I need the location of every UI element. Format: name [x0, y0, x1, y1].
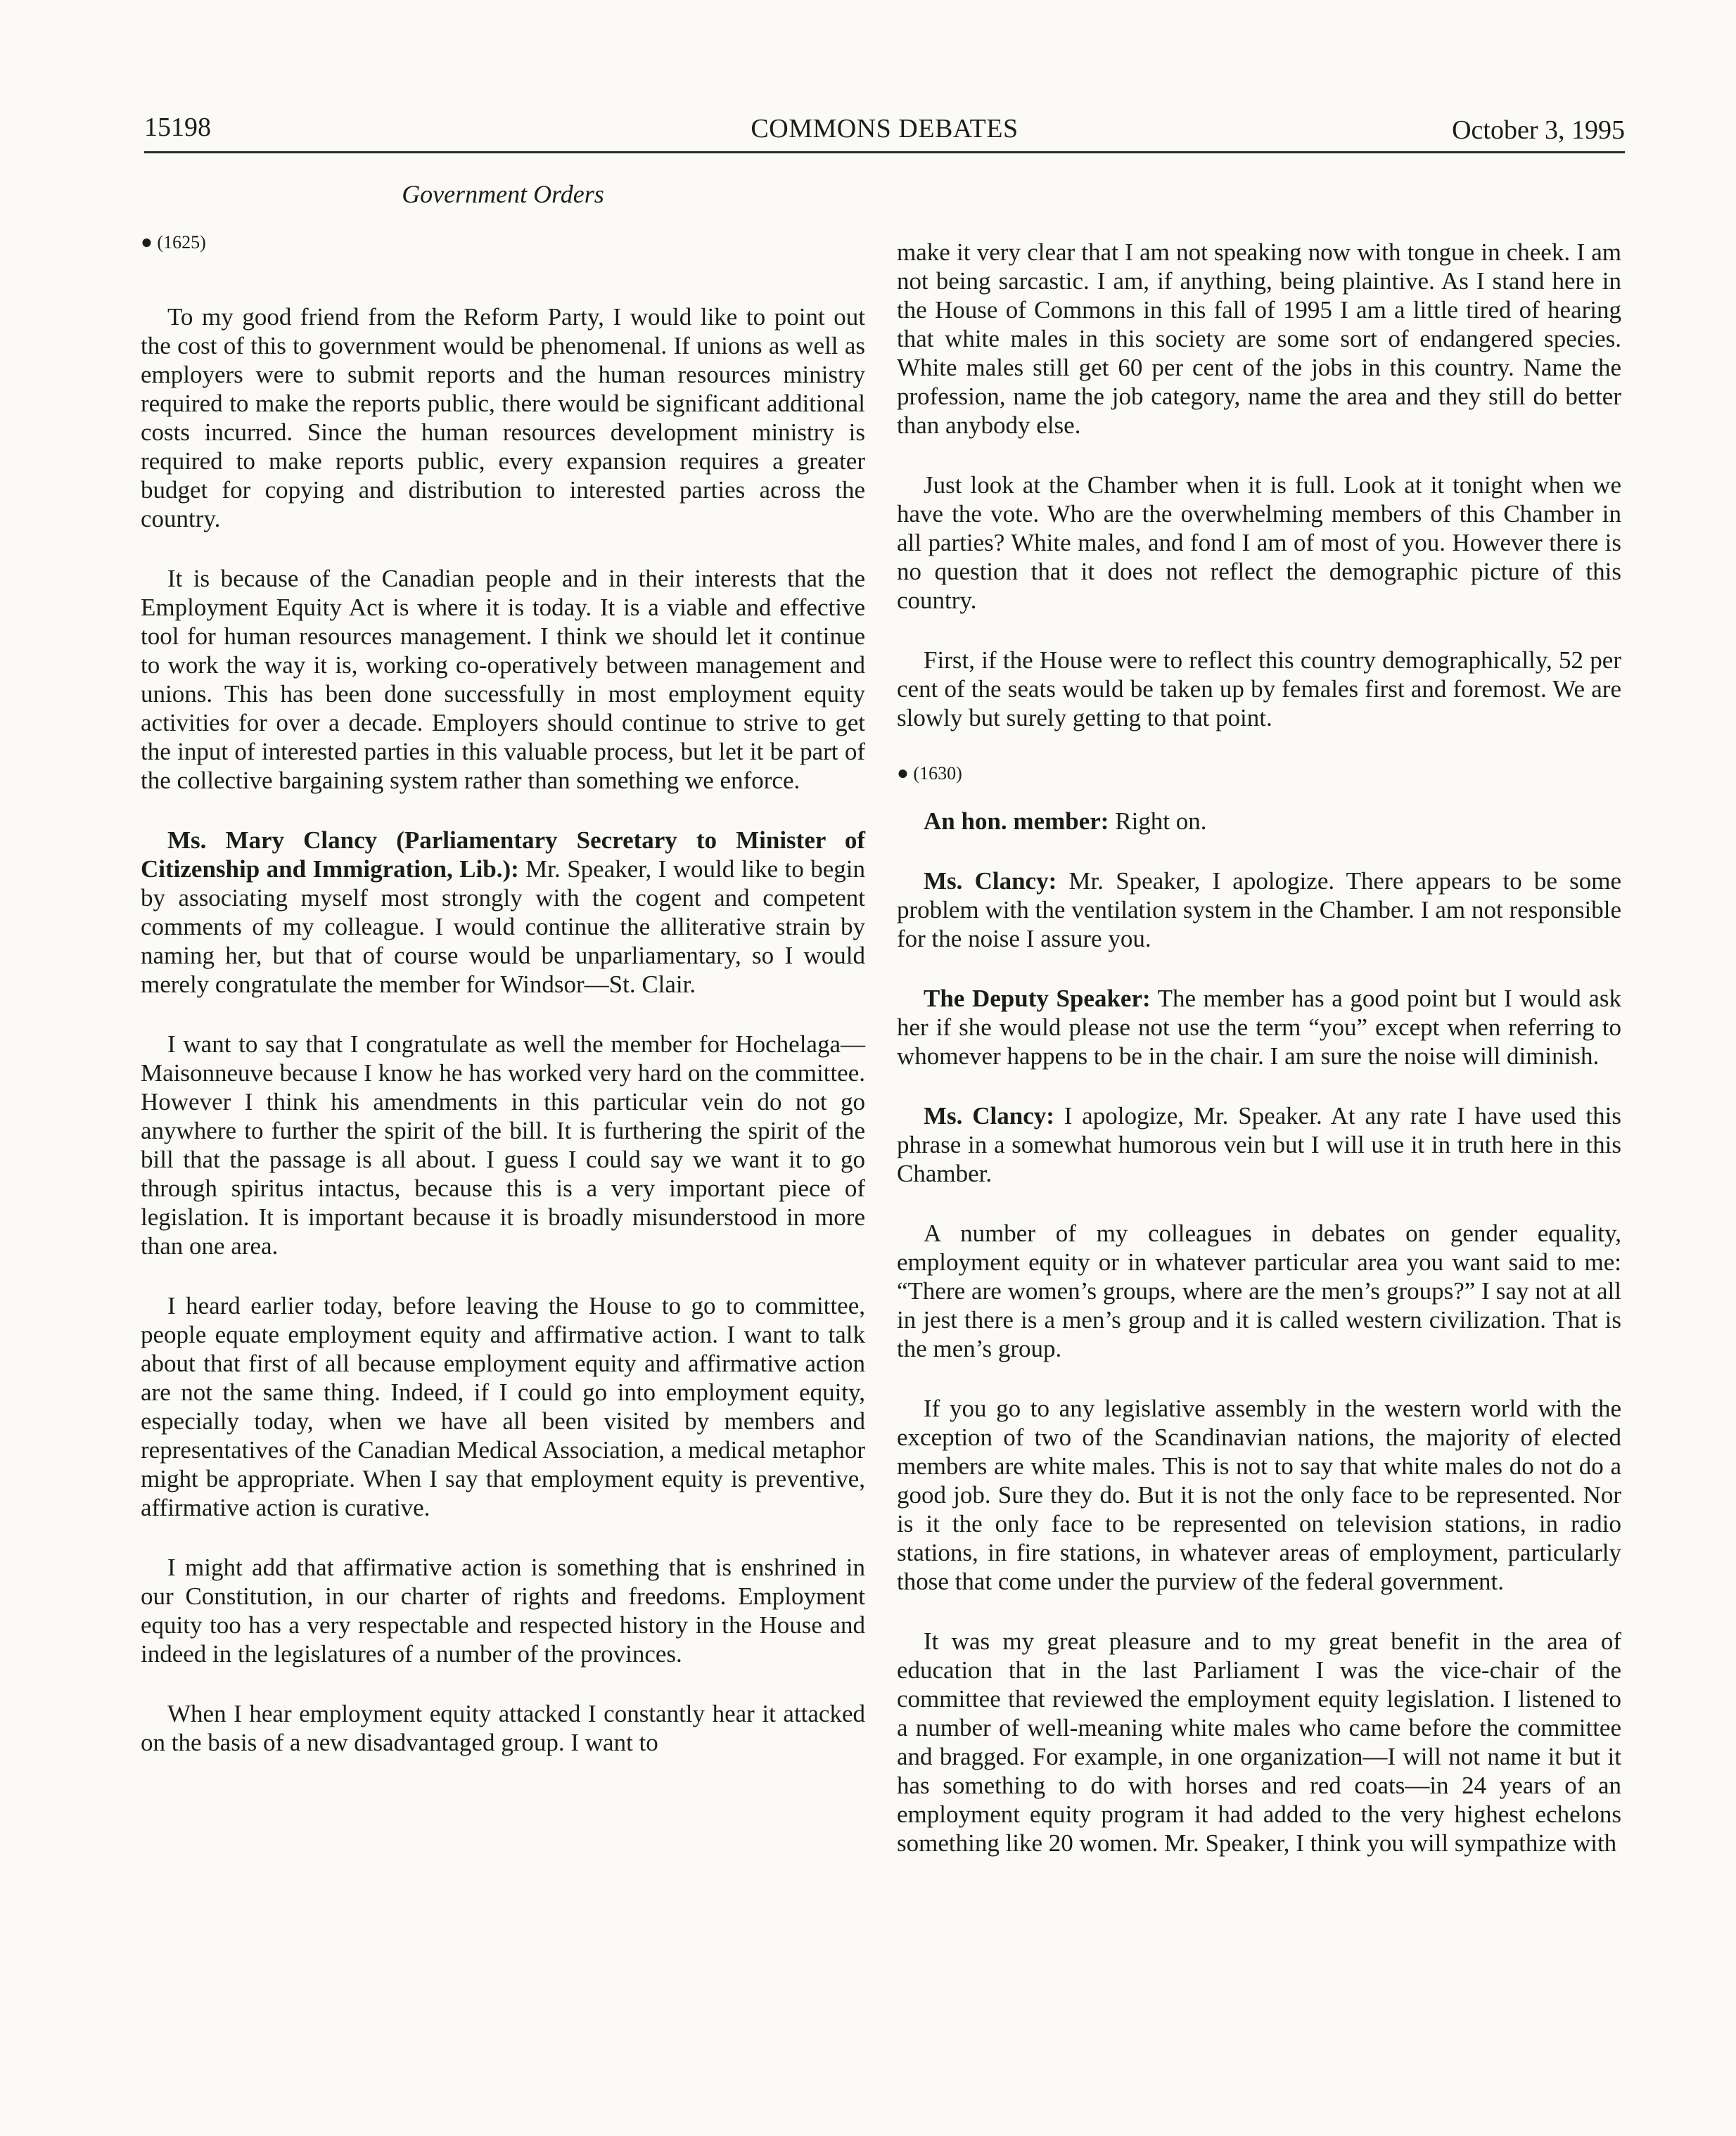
page-header [144, 109, 1625, 150]
paragraph: When I hear employment equity attacked I constantly hear it attacked on the basis of a new disadvantaged group. I want to [141, 1700, 865, 1756]
paragraph: I want to say that I congratulate as well the member for Hochelaga—Maisonneuve because I know he has worked very hard on the committee. However I think his amendments in this particular vein do not go anywhere to further the spirit of the bill. It is furthering the spirit of the bill that the passage is all about. I guess I could say we want it to go through spiritus intactus, because this is a very important piece of legislation. It is important because it is broadly misunderstood in more than one area. [141, 1030, 865, 1260]
speaker-name: Ms. Clancy: [924, 867, 1057, 895]
timestamp-marker [897, 763, 1621, 784]
speech-text: Right on. [1109, 807, 1207, 835]
paragraph: It was my great pleasure and to my great benefit in the area of education that in the last Parliament I was the vice-chair of the committee that reviewed the employment equity legislation. I listened to a number of well-meaning white males who came before the committee and bragged. For example, in one organization—I will not name it but it has something to do with horses and red coats—in 24 years of an employment equity program it had added to the very highest echelons something like 20 women. Mr. Speaker, I think you will sympathize with [897, 1627, 1621, 1857]
paragraph: I might add that affirmative action is something that is enshrined in our Constitution, in our charter of rights and freedoms. Employment equity too has a very respectable and respected history in the House and indeed in the legislatures of a number of the provinces. [141, 1554, 865, 1668]
page-number: 15198 [144, 113, 211, 142]
timestamp-marker [141, 232, 865, 253]
bullet-icon: ● [897, 762, 909, 784]
speech-paragraph [897, 984, 1621, 1070]
paragraph: It is because of the Canadian people and in their interests that the Employment Equity Act is where it is today. It is a viable and effective tool for human resources management. I think we should let it continue to work the way it is, working co-operatively between management and unions. This has been done successfully in most employment equity activities for over a decade. Employers should continue to strive to get the input of interested parties in this valuable process, but let it be part of the collective bargaining system rather than something we enforce. [141, 565, 865, 794]
header-rule [144, 151, 1625, 153]
speaker-name: Ms. Mary Clancy (Parliamentary Secretary to Minister of Citizenship and Immigration, Lib.): [141, 826, 865, 883]
right-column [897, 238, 1621, 1888]
speaker-name: An hon. member: [924, 807, 1109, 835]
bullet-icon: ● [141, 231, 153, 253]
speaker-name: Ms. Clancy: [924, 1102, 1054, 1130]
paragraph: To my good friend from the Reform Party, I would like to point out the cost of this to government would be phenomenal. If unions as well as employers were to submit reports and the human resources ministry required to make the reports public, there would be significant additional costs incurred. Since the human resources development ministry is required to make reports public, every expansion requires a greater budget for copying and distribution to interested parties across the country. [141, 303, 865, 532]
continued-paragraph: make it very clear that I am not speaking now with tongue in cheek. I am not being sarcastic. I am, if anything, being plaintive. As I stand here in the House of Commons in this fall of 1995 I am a little tired of hearing that white males in this society are some sort of endangered species. White males still get 60 per cent of the jobs in this country. Name the profession, name the job category, name the area and they still do better than anybody else. [897, 238, 1621, 439]
speech-paragraph [897, 1101, 1621, 1188]
speech-text: Mr. Speaker, I would like to begin by associating myself most strongly with the cogent and competent comments of my colleague. I would continue the alliterative strain by naming her, but that of course would be unparliamentary, so I would merely congratulate the member for Windsor—St. Clair. [141, 855, 865, 998]
speaker-name: The Deputy Speaker: [924, 985, 1151, 1012]
speech-paragraph [897, 807, 1621, 836]
paragraph: A number of my colleagues in debates on gender equality, employment equity or in whatever particular area you want said to me: “There are women’s groups, where are the men’s groups?” I say not at all in jest there is a men’s group and it is called western civilization. That is the men’s group. [897, 1220, 1621, 1362]
timestamp: (1625) [157, 232, 206, 252]
speech-paragraph [897, 866, 1621, 953]
publication-title: COMMONS DEBATES [751, 114, 1019, 143]
speech-text: Mr. Speaker, I apologize. There appears to be some problem with the ventilation system in the Chamber. I am not responsible for the noise I assure you. [897, 867, 1621, 952]
left-column [141, 232, 865, 1788]
speech-paragraph [141, 826, 865, 999]
speech-text: I apologize, Mr. Speaker. At any rate I have used this phrase in a somewhat humorous vein but I will use it in truth here in this Chamber. [897, 1102, 1621, 1187]
paragraph: If you go to any legislative assembly in the western world with the exception of two of the Scandinavian nations, the majority of elected members are white males. This is not to say that white males do not do a good job. Sure they do. But it is not the only face to be represented. Nor is it the only face to be represented on television stations, in radio stations, in fire stations, in whatever areas of employment, particularly those that come under the purview of the federal government. [897, 1395, 1621, 1595]
paragraph: Just look at the Chamber when it is full. Look at it tonight when we have the vote. Who are the overwhelming members of this Chamber in all parties? White males, and fond I am of most of you. However there is no question that it does not reflect the demographic picture of this country. [897, 471, 1621, 614]
paragraph: First, if the House were to reflect this country demographically, 52 per cent of the seats would be taken up by females first and foremost. We are slowly but surely getting to that point. [897, 646, 1621, 731]
publication-date: October 3, 1995 [1452, 115, 1625, 145]
timestamp: (1630) [913, 763, 962, 784]
speech-text: The member has a good point but I would ask her if she would please not use the term “you” except when referring to whomever happens to be in the chair. I am sure the noise will diminish. [897, 985, 1621, 1070]
paragraph: I heard earlier today, before leaving the House to go to committee, people equate employment equity and affirmative action. I want to talk about that first of all because employment equity and affirmative action are not the same thing. Indeed, if I could go into employment equity, especially today, when we have all been visited by members and representatives of the Canadian Medical Association, a medical metaphor might be appropriate. When I say that employment equity is preventive, affirmative action is curative. [141, 1292, 865, 1521]
section-title: Government Orders [402, 180, 604, 208]
